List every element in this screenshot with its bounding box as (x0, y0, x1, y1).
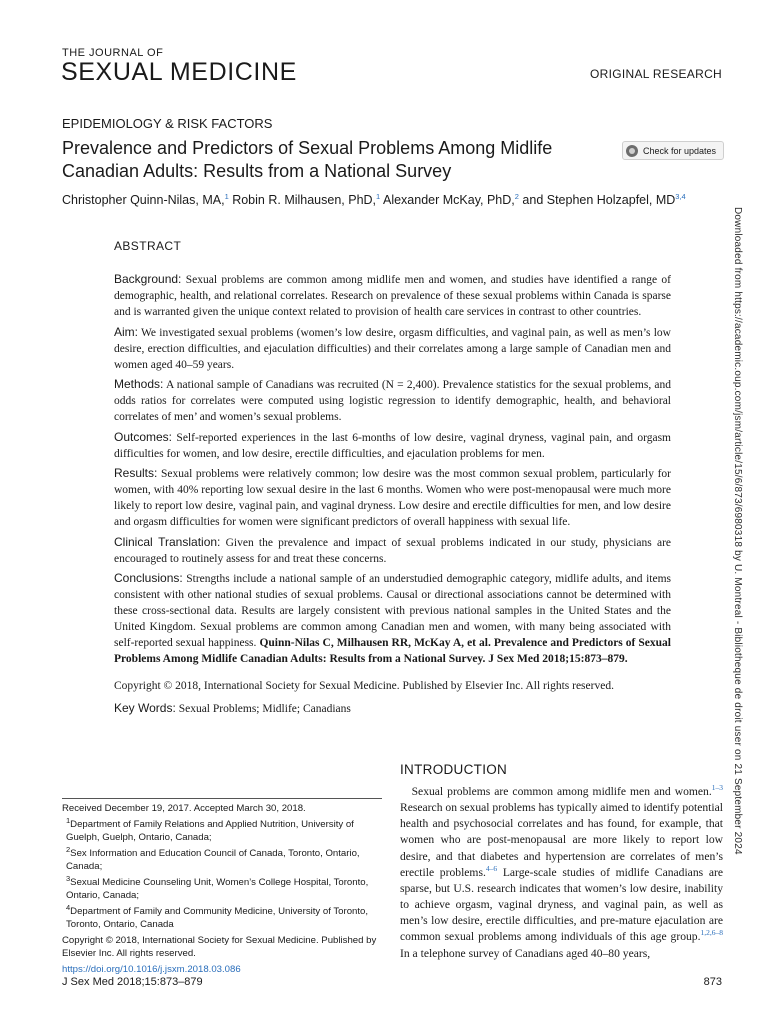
abstract-label: Outcomes: (114, 429, 173, 444)
journal-title: SEXUAL MEDICINE (61, 58, 297, 86)
author-name: Robin R. Milhausen, PhD, (228, 193, 377, 207)
abstract-label: Key Words: (114, 701, 176, 715)
abstract-background (114, 271, 671, 320)
affiliation: $^2$Sex Information and Education Council of Canada, Toronto, Ontario, Canada; (66, 844, 360, 873)
doi-link[interactable]: https://doi.org/10.1016/j.jsxm.2018.03.086 (62, 964, 241, 976)
abstract-copyright: Copyright © 2018, International Society for Sexual Medicine. Published by Elsevier Inc. All rights reserved. (114, 680, 614, 692)
footer-citation: J Sex Med 2018;15:873–879 (62, 976, 203, 988)
article-title: Prevalence and Predictors of Sexual Problems Among Midlife Canadian Adults: Results from a National Survey (62, 138, 553, 181)
affiliation: $^3$Sexual Medicine Counseling Unit, Women’s College Hospital, Toronto, Ontario, Canada; (66, 873, 369, 902)
abstract-label: Results: (114, 466, 158, 480)
article-type: ORIGINAL RESEARCH (589, 67, 722, 81)
abstract-results (114, 465, 671, 530)
check-updates-label: Check for updates (643, 145, 717, 156)
abstract-heading: ABSTRACT (114, 239, 182, 253)
keywords-text: Sexual Problems; Midlife; Canadians (178, 703, 351, 715)
abstract-body (114, 271, 671, 721)
intro-heading: INTRODUCTION (400, 762, 508, 777)
intro-paragraph: Sexual problems are common among midlife men and women.$^{1-3}$ Research on sexual problems has typically aimed to identify potential health and psychosocial correlates and has found, for example, that women who are post-menopausal are more likely to report low desire, and that diabetes and hypertension are correlates of men’s erectile problems.$^{4-6}$ Large-scale studies of midlife Canadians are sparse, but U.S. research indicates that women’s low desire, inability to achieve orgasm, vaginal dryness, and vaginal pain, as well as men’s low desire, erectile difficulties, and pre-mature ejaculation are common sexual problems among individuals of this age group.$^{1,2,6-8}$ In a telephone survey of Canadians aged 40–80 years, (400, 783, 723, 960)
update-badge-icon (626, 145, 638, 157)
author-affiliation-ref[interactable]: 1 (224, 191, 229, 201)
abstract-label: Clinical Translation: (114, 534, 221, 549)
abstract-text: Given the prevalence and impact of sexual problems indicated in our study, physicians are encouraged to routinely assess for and treat these concerns. (114, 536, 672, 565)
abstract-text: Sexual problems are common among midlife men and women, and studies have identified a range of demographic, health, and relational correlates. Research on prevalence of these sexual problems within Canada is sparse and is warranted given the unique context related to provision of health care services in contrast to other countries. (114, 274, 672, 318)
abstract-aim (114, 324, 671, 373)
abstract-clinical (114, 534, 671, 567)
page-number: 873 (703, 976, 722, 988)
abstract-text: A national sample of Canadians was recruited (N = 2,400). Prevalence statistics for the sexual problems, and odds ratios for correlates were computed using logistic regression to identify demographic, health, and behavioral correlates of men’ and women’s sexual problems. (114, 379, 671, 423)
download-watermark: Downloaded from https://academic.oup.com/jsm/article/15/6/873/6980318 by U. Montreal - Bibliotheque de droit user on 21 September 2024 (732, 207, 743, 855)
citation-ref[interactable]: 1–3 (711, 783, 723, 793)
affiliation: $^4$Department of Family and Community Medicine, University of Toronto, Toronto, Ontario, Canada (66, 902, 369, 931)
author-name: Alexander McKay, PhD, (380, 193, 515, 207)
author-list (62, 193, 692, 207)
abstract-conclusions (114, 570, 671, 667)
abstract-text: Sexual problems were relatively common; low desire was the most common sexual problem, particularly for women, with 40% reporting low sexual desire in the last 6 months. Women who were post-menopausal were much more likely to report low desire, vaginal pain, and vaginal dryness. Low desire and erectile difficulties for men, and low desire and orgasm difficulties for women were significant predictors of overall happiness with sexual life. (114, 468, 672, 528)
abstract-label: Aim: (114, 324, 138, 339)
footnotes (62, 798, 382, 979)
author-affiliation-ref[interactable]: 3,4 (675, 191, 686, 201)
section-label: EPIDEMIOLOGY & RISK FACTORS (62, 116, 273, 131)
journal-small-title: THE JOURNAL OF (62, 47, 164, 59)
citation-ref[interactable]: 4–6 (485, 863, 498, 873)
abstract-methods (114, 376, 671, 425)
citation-ref[interactable]: 1,2,6–8 (700, 928, 723, 938)
abstract-label: Conclusions: (114, 571, 183, 585)
abstract-citation: Quinn-Nilas C, Milhausen RR, McKay A, et al. Prevalence and Predictors of Sexual Problems Among Midlife Canadian Adults: Results from a National Survey. J Sex Med 2018;15:873–879. (114, 637, 672, 665)
footnote-copyright: Copyright © 2018, International Society for Sexual Medicine. Published by Elsevier Inc. All rights reserved. (62, 935, 377, 960)
abstract-text: Self-reported experiences in the last 6-months of low desire, vaginal dryness, vaginal pain, and orgasm difficulties for women, and low desire, erectile difficulties, and ejaculation problems for men. (114, 431, 671, 460)
received-dates: Received December 19, 2017. Accepted March 30, 2018. (62, 803, 306, 814)
author-name: Christopher Quinn-Nilas, MA, (62, 193, 225, 207)
abstract-label: Background: (114, 272, 182, 286)
abstract-label: Methods: (114, 377, 164, 391)
abstract-keywords (114, 700, 671, 717)
check-for-updates-button[interactable] (622, 141, 724, 160)
author-affiliation-ref[interactable]: 1 (376, 191, 381, 201)
abstract-outcomes (114, 429, 671, 462)
abstract-text: Strengths include a national sample of an understudied demographic category, midlife adults, and items consistent with other national studies of sexual problems. Causal or directional associations cannot be determined with these cross-sectional data. Results are largely consistent with previous national samples in the United States and the United Kingdom. Sexual problems are common among Canadian men and women, with many being associated with self-reported sexual happiness. (114, 573, 671, 649)
affiliation: $^1$Department of Family Relations and Applied Nutrition, University of Guelph, Guelph, Ontario, Canada; (66, 815, 354, 844)
author-affiliation-ref[interactable]: 2 (514, 191, 519, 201)
author-name: and Stephen Holzapfel, MD (518, 193, 676, 207)
abstract-text: We investigated sexual problems (women’s low desire, orgasm difficulties, and vaginal pain, as well as men’s low desire, erection difficulties, and ejaculation difficulties) and their correlates among a large sample of Canadian men and women aged 40–59 years. (114, 326, 671, 371)
